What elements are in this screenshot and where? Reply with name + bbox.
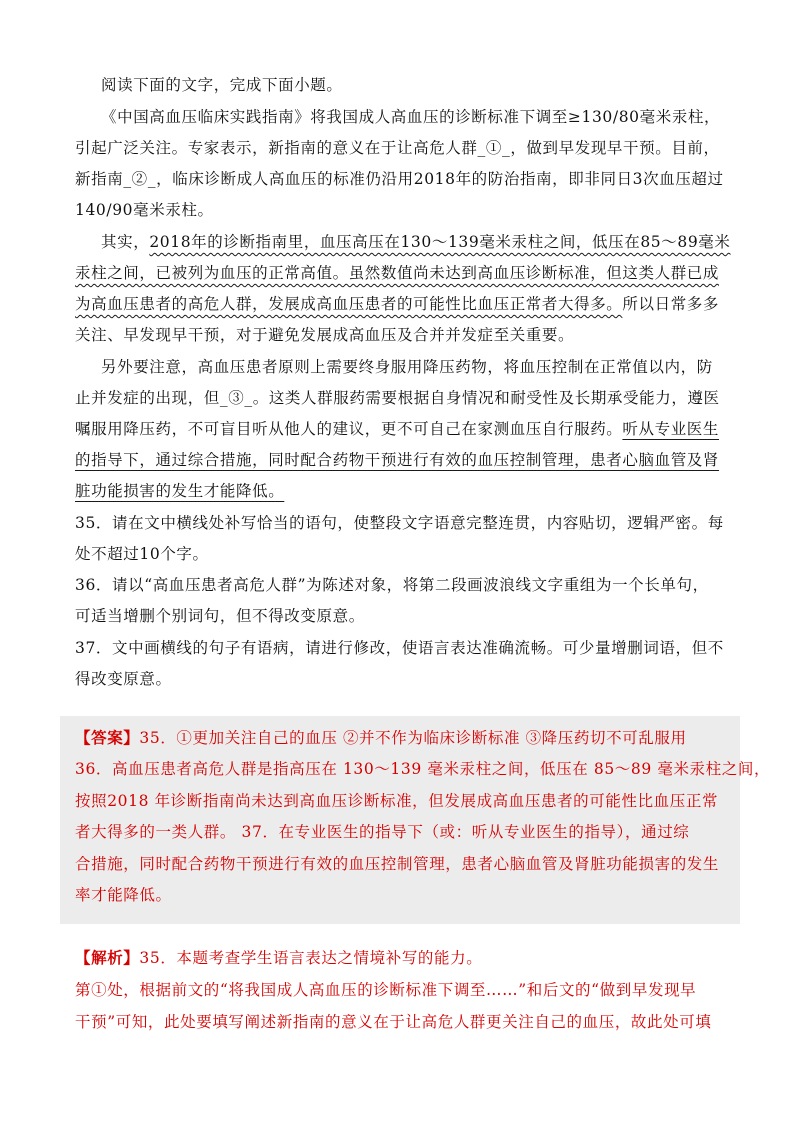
p3-line-4 bbox=[75, 448, 719, 472]
p2-text: 其实， bbox=[101, 233, 150, 251]
question-36-line-1: 36．请以“高血压患者高危人群”为陈述对象，将第二段画波浪线文字重组为一个长单句， bbox=[75, 576, 709, 594]
question-37-line-2: 得改变原意。 bbox=[75, 670, 172, 688]
question-36-line-2: 可适当增删个别词句，但不得改变原意。 bbox=[75, 607, 365, 625]
answer-line-2: 36．高血压患者高危人群是指高压在 130～139 毫米汞柱之间，低压在 85～89 毫米汞柱之间， bbox=[75, 760, 771, 778]
p3-text: 止并发症的出现，但 bbox=[75, 389, 220, 407]
answer-line-6: 率才能降低。 bbox=[75, 886, 172, 904]
p1-text: 引起广泛关注。专家表示，新指南的意义在于让高危人群 bbox=[75, 139, 478, 157]
p1-line-4: 140/90毫米汞柱。 bbox=[75, 201, 214, 219]
analysis-tag: 【解析】 bbox=[75, 948, 140, 967]
wavy-underlined-text: 为高血压患者的高危人群，发展成高血压患者的可能性比血压正常者大得多。 bbox=[75, 295, 623, 313]
wavy-underlined-text: 2018年的诊断指南里，血压高压在130～139毫米汞柱之间，低压在85～89毫米 bbox=[149, 233, 731, 251]
underlined-sentence: 脏功能损害的发生才能降低。 bbox=[75, 482, 285, 500]
analysis-line-1 bbox=[75, 946, 482, 970]
blank-1: _①_ bbox=[477, 139, 511, 157]
question-35-line-1: 35．请在文中横线处补写恰当的语句，使整段文字语意完整连贯，内容贴切，逻辑严密。每 bbox=[75, 514, 724, 532]
answer-line-3: 按照2018 年诊断指南尚未达到高血压诊断标准，但发展成高血压患者的可能性比血压正常 bbox=[75, 792, 719, 810]
p2-line-3 bbox=[75, 292, 719, 316]
p2-line-4: 关注、早发现早干预，对于避免发展成高血压及合并并发症至关重要。 bbox=[75, 326, 575, 344]
p1-line-2 bbox=[75, 136, 720, 160]
answer-line-5: 合措施，同时配合药物干预进行有效的血压控制管理，患者心脑血管及肾脏功能损害的发生 bbox=[75, 855, 720, 873]
answer-line-1 bbox=[75, 726, 687, 750]
p1-text: ，做到早发现早干预。目前， bbox=[510, 139, 720, 157]
p3-text: 。这类人群服药需要根据自身情况和耐受性及长期承受能力，遵医 bbox=[252, 389, 720, 407]
analysis-line-3: 干预”可知，此处要填写阐述新指南的意义在于让高危人群更关注自己的血压，故此处可填 bbox=[75, 1013, 712, 1031]
underlined-sentence: 听从专业医生 bbox=[622, 420, 720, 438]
wavy-underlined-text: 汞柱之间，已被列为血压的正常高值。虽然数值尚未达到高血压诊断标准，但这类人群已成 bbox=[75, 264, 720, 282]
analysis-text: 35．本题考查学生语言表达之情境补写的能力。 bbox=[139, 949, 483, 967]
question-35-line-2: 处不超过10个字。 bbox=[75, 545, 209, 563]
p3-line-3 bbox=[75, 417, 719, 441]
answer-line-4: 者大得多的一类人群。 37．在专业医生的指导下（或：听从专业医生的指导），通过综 bbox=[75, 823, 690, 841]
p1-text: ，临床诊断成人高血压的标准仍沿用2018年的防治指南，即非同日3次血压超过 bbox=[156, 170, 724, 188]
p1-line-3 bbox=[75, 167, 724, 191]
p1-text: 新指南 bbox=[75, 170, 124, 188]
p3-line-2 bbox=[75, 386, 720, 410]
answer-text: 35．①更加关注自己的血压 ②并不作为临床诊断标准 ③降压药切不可乱服用 bbox=[139, 729, 687, 747]
p3-line-1: 另外要注意，高血压患者原则上需要终身服用降压药物，将血压控制在正常值以内，防 bbox=[101, 358, 713, 376]
p2-text: 所以日常多多 bbox=[622, 295, 720, 313]
answer-tag: 【答案】 bbox=[75, 728, 140, 747]
p3-line-5 bbox=[75, 479, 284, 503]
blank-2: _②_ bbox=[123, 170, 157, 188]
p1-line-1: 《中国高血压临床实践指南》将我国成人高血压的诊断标准下调至≥130/80毫米汞柱， bbox=[101, 108, 721, 126]
p2-line-1 bbox=[101, 230, 730, 254]
intro-line: 阅读下面的文字，完成下面小题。 bbox=[101, 76, 343, 94]
underlined-sentence: 的指导下，通过综合措施，同时配合药物干预进行有效的血压控制管理，患者心脑血管及肾 bbox=[75, 451, 720, 469]
analysis-line-2: 第①处，根据前文的“将我国成人高血压的诊断标准下调至……”和后文的“做到早发现早 bbox=[75, 981, 697, 999]
p3-text: 嘱服用降压药，不可盲目听从他人的建议，更不可自己在家测血压自行服药。 bbox=[75, 420, 623, 438]
p2-line-2 bbox=[75, 261, 719, 285]
question-37-line-1: 37．文中画横线的句子有语病，请进行修改，使语言表达准确流畅。可少量增删词语，但不 bbox=[75, 639, 724, 657]
blank-3: _③_ bbox=[219, 389, 253, 407]
